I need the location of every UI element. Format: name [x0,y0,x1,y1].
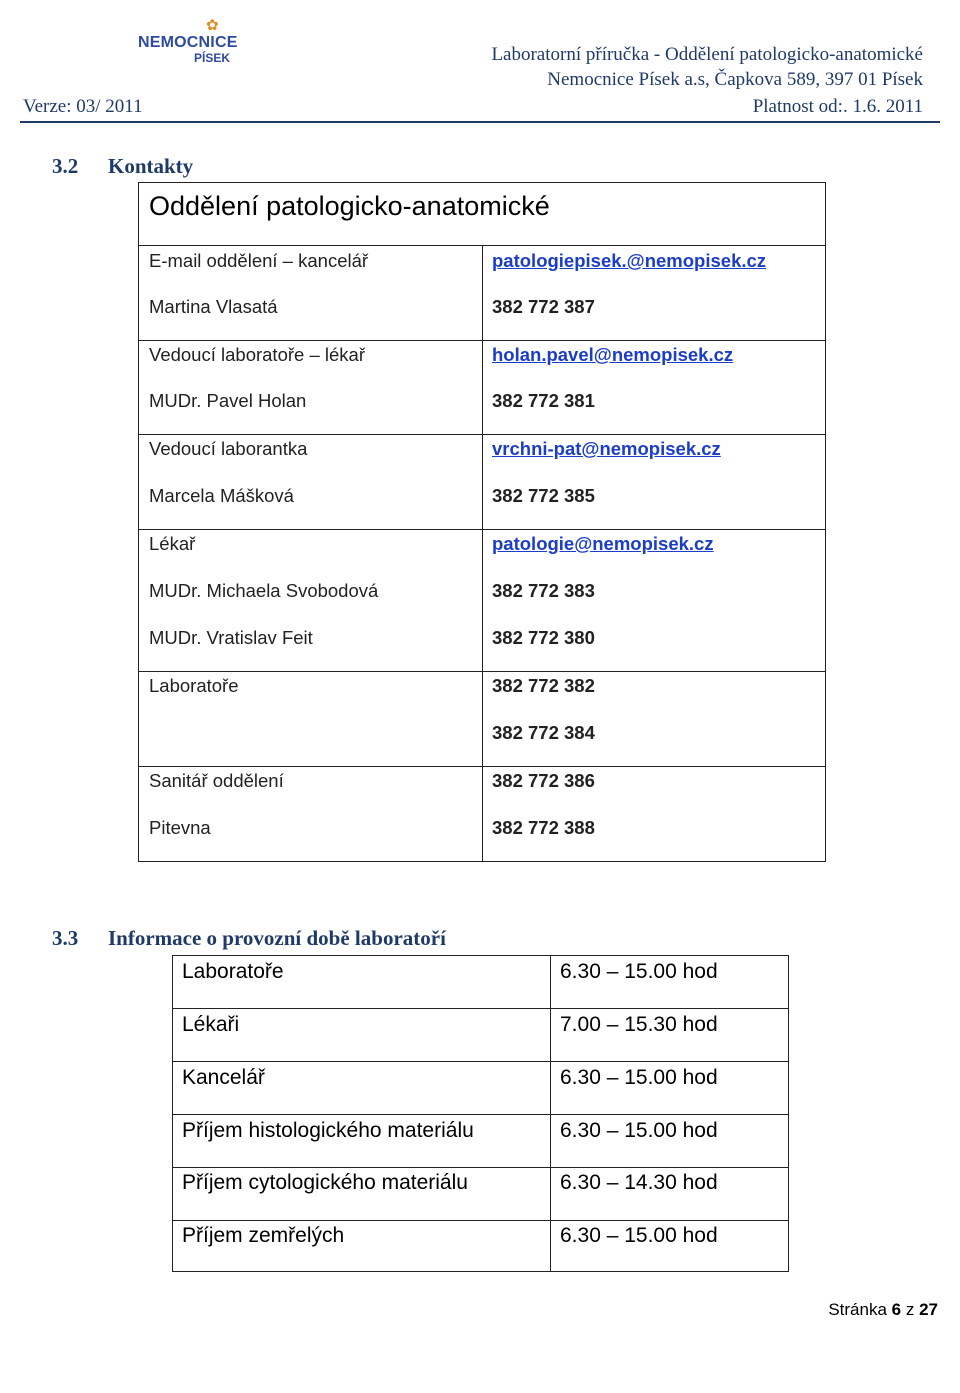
hours-row-name: Příjem cytologického materiálu [182,1171,468,1194]
section-number: 3.3 [52,926,79,950]
contact-phone: 382 772 381 [492,390,595,411]
section-title: Kontakty [108,154,194,178]
table-column-divider [550,956,551,1271]
contact-email-link[interactable]: holan.pavel@nemopisek.cz [492,344,734,365]
contact-label: MUDr. Pavel Holan [149,390,307,411]
table-divider [173,1008,788,1009]
hours-row-name: Lékaři [182,1013,240,1036]
hours-row-name: Příjem histologického materiálu [182,1119,474,1142]
contact-label: Marcela Mášková [149,485,294,506]
hours-row-time: 6.30 – 14.30 hod [560,1171,718,1194]
contact-label: Laboratoře [149,675,239,696]
page-of: z [905,1300,915,1319]
contact-phone: 382 772 388 [492,817,595,838]
page-label: Stránka [828,1300,887,1319]
contacts-table-title: Oddělení patologicko-anatomické [149,191,550,221]
page-current: 6 [891,1300,902,1319]
contact-email-link[interactable]: vrchni-pat@nemopisek.cz [492,438,721,459]
section-heading-contacts [52,154,193,179]
contact-label: E-mail oddělení – kancelář [149,250,369,271]
hours-row-name: Kancelář [182,1066,265,1089]
header-divider [20,121,940,123]
contact-phone: 382 772 384 [492,722,595,743]
contact-label: Sanitář oddělení [149,770,284,791]
hours-row-time: 6.30 – 15.00 hod [560,1066,718,1089]
hours-row-time: 6.30 – 15.00 hod [560,960,718,983]
hours-table [172,955,789,1272]
hours-row-time: 6.30 – 15.00 hod [560,1119,718,1142]
table-divider [173,1220,788,1221]
contact-email-link[interactable]: patologiepisek.@nemopisek.cz [492,250,767,271]
section-title: Informace o provozní době laboratoří [108,926,446,950]
table-divider [173,1167,788,1168]
hours-row-name: Příjem zemřelých [182,1224,345,1247]
hours-row-time: 7.00 – 15.30 hod [560,1013,718,1036]
contact-phone: 382 772 383 [492,580,595,601]
contact-label: Lékař [149,533,196,554]
contact-phone: 382 772 386 [492,770,595,791]
contact-label: Martina Vlasatá [149,296,278,317]
page-number [828,1300,938,1320]
table-divider [173,1061,788,1062]
section-number: 3.2 [52,154,79,178]
contact-label: Vedoucí laborantka [149,438,308,459]
flower-icon: ✿ [206,17,219,34]
contact-phone: 382 772 380 [492,627,595,648]
logo-text: NEMOCNICE [138,34,238,51]
table-column-divider [482,245,483,861]
page-total: 27 [919,1300,938,1319]
section-heading-hours [52,926,446,951]
document-version: Verze: 03/ 2011 [23,96,143,117]
hospital-address: Nemocnice Písek a.s, Čapkova 589, 397 01 Písek [547,69,923,90]
contacts-table [138,182,826,862]
contact-phone: 382 772 382 [492,675,595,696]
contact-label: Pitevna [149,817,211,838]
contact-phone: 382 772 385 [492,485,595,506]
contact-label: Vedoucí laboratoře – lékař [149,344,365,365]
table-divider [173,1114,788,1115]
contact-email-link[interactable]: patologie@nemopisek.cz [492,533,714,554]
hospital-logo [118,18,268,68]
hours-row-name: Laboratoře [182,960,284,983]
hours-row-time: 6.30 – 15.00 hod [560,1224,718,1247]
contact-label: MUDr. Vratislav Feit [149,627,313,648]
document-validity: Platnost od:. 1.6. 2011 [752,96,923,117]
contact-phone: 382 772 387 [492,296,595,317]
contact-label: MUDr. Michaela Svobodová [149,580,379,601]
logo-subtext: PÍSEK [194,51,231,65]
document-title: Laboratorní příručka - Oddělení patologicko-anatomické [491,44,923,65]
